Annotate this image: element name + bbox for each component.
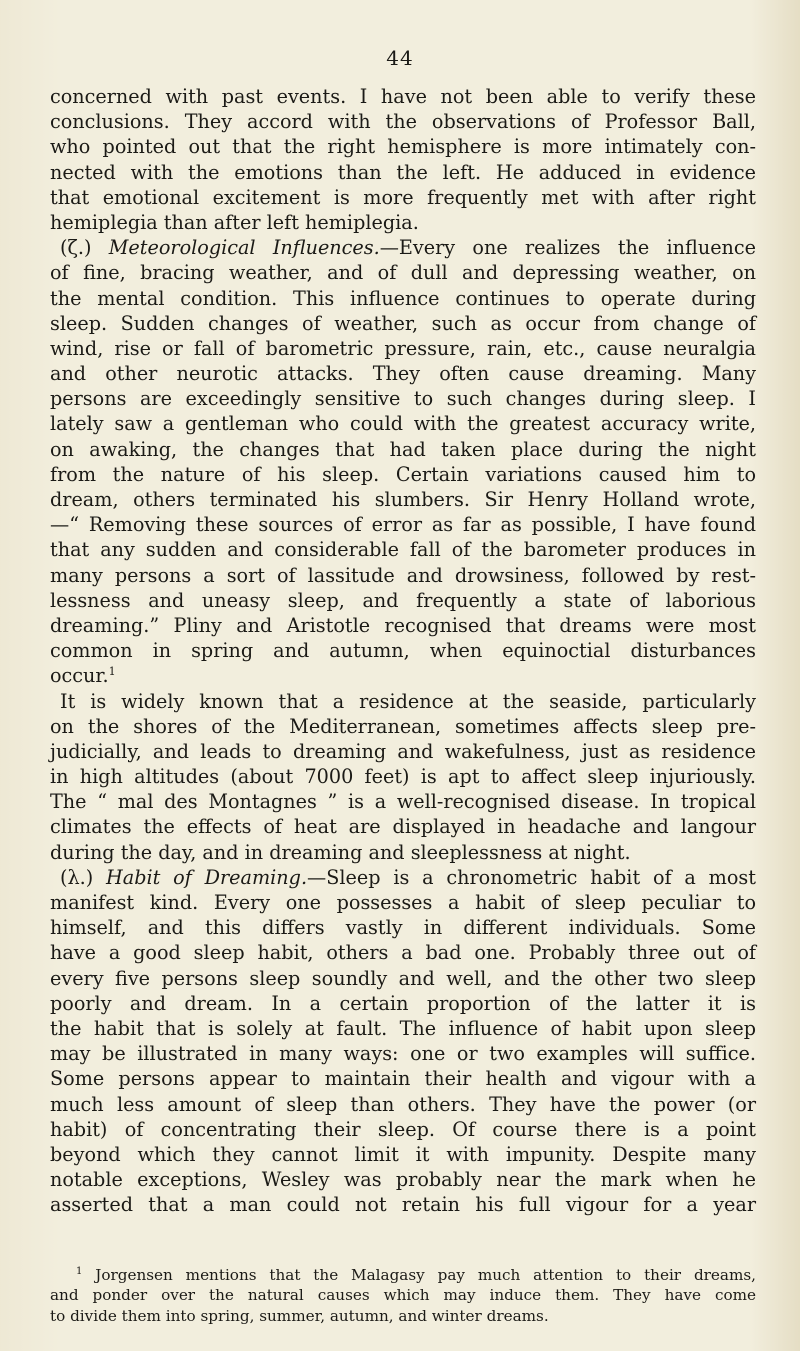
text-line: that emotional excitement is more frequently met with after right xyxy=(50,185,756,209)
text-line: —“ Removing these sources of error as far as possible, I have found xyxy=(50,513,756,537)
section-title: Meteorological Influences. xyxy=(108,236,380,260)
text-line: poorly and dream. In a certain proportion of the latter it is xyxy=(50,991,756,1015)
section-marker: (λ.) xyxy=(60,865,107,889)
text-line: asserted that a man could not retain his full vigour for a year xyxy=(50,1193,756,1217)
text-line: who pointed out that the right hemisphere is more intimately con- xyxy=(50,135,756,159)
footnote-text: Jorgensen mentions that the Malagasy pay much attention to their dreams, xyxy=(95,1266,756,1284)
section-lead-text: —Sleep is a chronometric habit of a most xyxy=(307,865,756,889)
text-line-with-note xyxy=(50,663,756,688)
text-line: lately saw a gentleman who could with the greatest accuracy write, xyxy=(50,412,756,436)
text-line: the habit that is solely at fault. The influence of habit upon sleep xyxy=(50,1016,756,1040)
text-line: dreaming.” Pliny and Aristotle recognised that dreams were most xyxy=(50,613,756,637)
text-line: manifest kind. Every one possesses a habit of sleep peculiar to xyxy=(50,891,756,914)
occur-text: occur. xyxy=(50,664,109,688)
text-line: habit) of concentrating their sleep. Of course there is a point xyxy=(50,1117,756,1141)
text-line: notable exceptions, Wesley was probably near the mark when he xyxy=(50,1168,756,1192)
text-line: It is widely known that a residence at the seaside, particularly xyxy=(60,689,756,713)
text-line: beyond which they cannot limit it with impunity. Despite many xyxy=(50,1142,756,1166)
text-line: sleep. Sudden changes of weather, such as occur from change of xyxy=(50,311,756,335)
text-line: from the nature of his sleep. Certain variations caused him to xyxy=(50,462,756,486)
body-text xyxy=(50,84,756,1217)
text-line: on awaking, the changes that had taken place during the night xyxy=(50,437,756,461)
footnote xyxy=(50,1265,756,1326)
text-line: nected with the emotions than the left. He adduced in evidence xyxy=(50,160,756,184)
text-line: conclusions. They accord with the observations of Professor Ball, xyxy=(50,110,756,134)
text-line: wind, rise or fall of barometric pressure, rain, etc., cause neuralgia xyxy=(50,336,756,360)
footnote-line xyxy=(50,1265,756,1285)
text-line: much less amount of sleep than others. They have the power (or xyxy=(50,1092,756,1116)
text-line: on the shores of the Mediterranean, sometimes affects sleep pre- xyxy=(50,714,756,738)
text-line: during the day, and in dreaming and sleeplessness at night. xyxy=(50,840,631,864)
text-line: may be illustrated in many ways: one or two examples will suffice. xyxy=(50,1042,756,1066)
footnote-marker: 1 xyxy=(76,1266,83,1277)
text-line: of fine, bracing weather, and of dull and depressing weather, on xyxy=(50,261,756,285)
text-line: have a good sleep habit, others a bad one. Probably three out of xyxy=(50,941,756,965)
text-line: The “ mal des Montagnes ” is a well-recognised disease. In tropical xyxy=(50,790,756,814)
text-line: himself, and this differs vastly in different individuals. Some xyxy=(50,916,756,940)
text-line: the mental condition. This influence continues to operate during xyxy=(50,286,756,310)
text-line: persons are exceedingly sensitive to such changes during sleep. I xyxy=(50,387,756,411)
text-line: Some persons appear to maintain their health and vigour with a xyxy=(50,1067,756,1091)
text-line: lessness and uneasy sleep, and frequently a state of laborious xyxy=(50,588,756,612)
text-line: dream, others terminated his slumbers. Sir Henry Holland wrote, xyxy=(50,488,756,511)
text-line: in high altitudes (about 7000 feet) is apt to affect sleep injuriously. xyxy=(50,765,756,789)
section-title: Habit of Dreaming. xyxy=(106,865,308,889)
section-lead-text: —Every one realizes the influence xyxy=(379,236,757,260)
section-marker: (ζ.) xyxy=(60,236,109,260)
text-line: and other neurotic attacks. They often cause dreaming. Many xyxy=(50,362,756,386)
section-lambda-heading-line xyxy=(50,865,756,890)
text-line: many persons a sort of lassitude and drowsiness, followed by rest- xyxy=(50,563,756,587)
text-line: common in spring and autumn, when equinoctial disturbances xyxy=(50,639,756,663)
page-number: 44 xyxy=(386,46,414,70)
text-line: judicially, and leads to dreaming and wakefulness, just as residence xyxy=(50,739,756,763)
text-line: concerned with past events. I have not been able to verify these xyxy=(50,85,756,108)
text-line: every five persons sleep soundly and well, and the other two sleep xyxy=(50,966,756,990)
section-zeta-heading-line xyxy=(50,235,756,260)
footnote-line: and ponder over the natural causes which may induce them. They have come xyxy=(50,1286,756,1305)
footnote-line: to divide them into spring, summer, autumn, and winter dreams. xyxy=(50,1306,549,1325)
footnote-reference: 1 xyxy=(108,665,116,679)
text-line: hemiplegia than after left hemiplegia. xyxy=(50,210,419,234)
text-line: climates the effects of heat are displayed in headache and langour xyxy=(50,815,756,839)
text-line: that any sudden and considerable fall of the barometer produces in xyxy=(50,538,756,562)
